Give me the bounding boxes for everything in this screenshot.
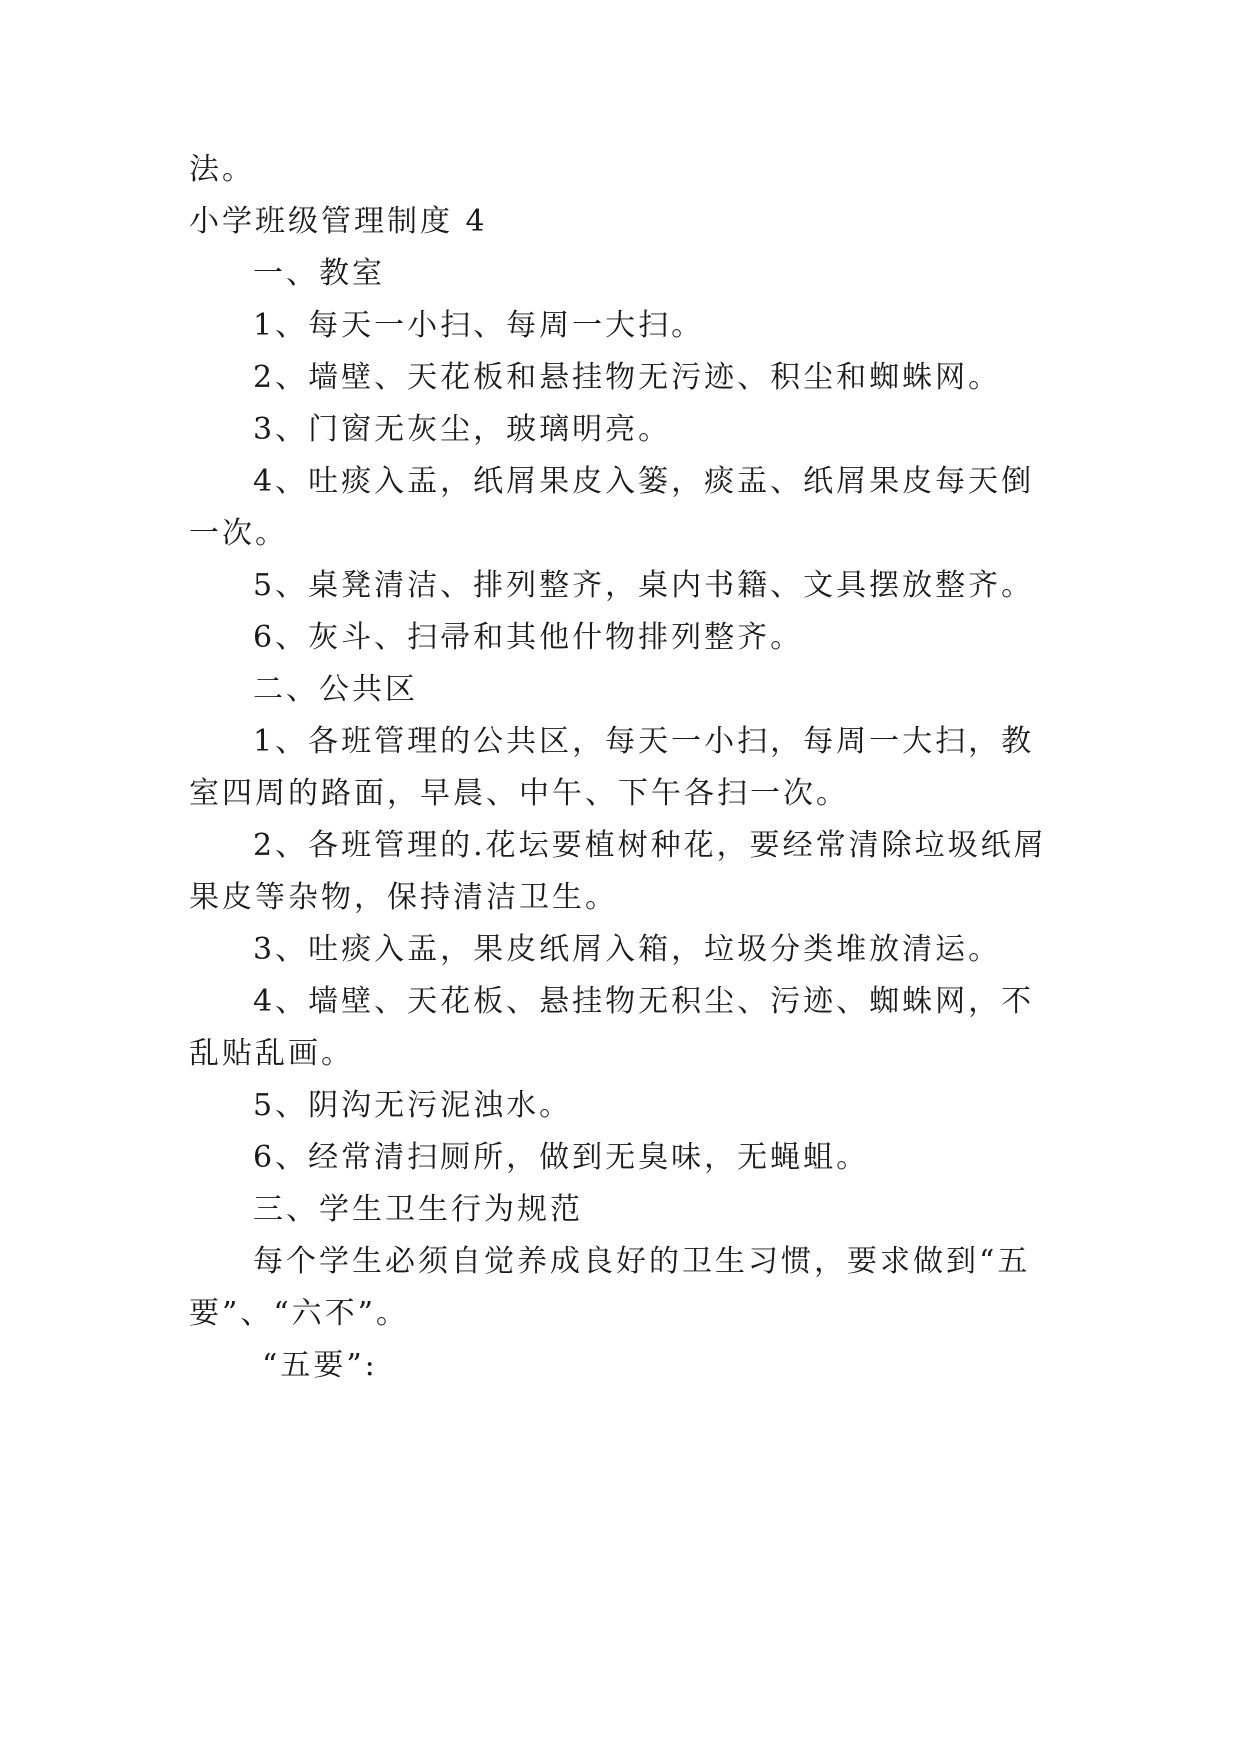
section-title: 小学班级管理制度 4 (189, 204, 488, 239)
paragraph-line: 每个学生必须自觉养成良好的卫生习惯，要求做到“五 (253, 1244, 1031, 1279)
paragraph-line: 果皮等杂物，保持清洁卫生。 (189, 880, 618, 915)
paragraph-line: 5、桌凳清洁、排列整齐，桌内书籍、文具摆放整齐。 (253, 568, 1035, 603)
paragraph-line: 2、墙壁、天花板和悬挂物无污迹、积尘和蜘蛛网。 (253, 360, 1002, 395)
paragraph-line: 6、灰斗、扫帚和其他什物排列整齐。 (253, 620, 804, 655)
paragraph-line: 1、各班管理的公共区，每天一小扫，每周一大扫，教 (253, 724, 1035, 759)
paragraph-line: 2、各班管理的.花坛要植树种花，要经常清除垃圾纸屑 (253, 828, 1047, 863)
heading-classroom: 一、教室 (253, 256, 385, 291)
paragraph-line: 4、墙壁、天花板、悬挂物无积尘、污迹、蜘蛛网，不 (253, 984, 1035, 1019)
paragraph-line: 5、阴沟无污泥浊水。 (253, 1088, 573, 1123)
heading-public-area: 二、公共区 (253, 672, 418, 707)
paragraph-line: 3、吐痰入盂，果皮纸屑入箱，垃圾分类堆放清运。 (253, 932, 1002, 967)
paragraph-line: 4、吐痰入盂，纸屑果皮入篓，痰盂、纸屑果皮每天倒 (253, 464, 1035, 499)
text-line-continuation: 法。 (189, 152, 255, 187)
heading-hygiene-rules: 三、学生卫生行为规范 (253, 1192, 583, 1227)
paragraph-line: 3、门窗无灰尘，玻璃明亮。 (253, 412, 672, 447)
paragraph-line: 要”、“六不”。 (189, 1296, 410, 1331)
paragraph-line: 乱贴乱画。 (189, 1036, 354, 1071)
paragraph-line: 一次。 (189, 516, 288, 551)
paragraph-line: 室四周的路面，早晨、中午、下午各扫一次。 (189, 776, 849, 811)
paragraph-line: 6、经常清扫厕所，做到无臭味，无蝇蛆。 (253, 1140, 870, 1175)
paragraph-line: 1、每天一小扫、每周一大扫。 (253, 308, 705, 343)
subheading-five-musts: “五要”: (262, 1348, 378, 1383)
